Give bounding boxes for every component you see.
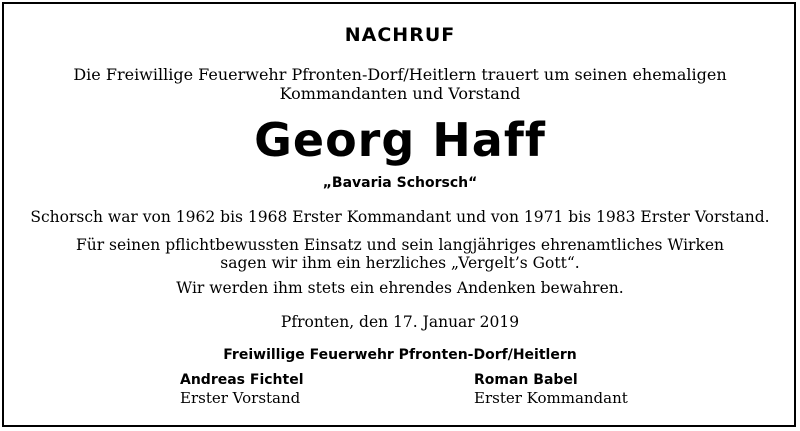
body-line-4: Wir werden ihm stets ein ehrendes Andenken bewahren.: [176, 279, 624, 297]
signatory-left: [180, 371, 304, 407]
body-line-2: Für seinen pflichtbewussten Einsatz und sein langjähriges ehrenamtliches Wirken: [75, 236, 725, 254]
signatory-role: Erster Kommandant: [474, 389, 628, 407]
signatory-name: Andreas Fichtel: [180, 372, 304, 388]
organization-name: Freiwillige Feuerwehr Pfronten-Dorf/Heitlern: [223, 347, 577, 363]
signatory-right: [474, 371, 628, 407]
intro-line-1: Die Freiwillige Feuerwehr Pfronten-Dorf/Heitlern trauert um seinen ehemaligen: [73, 65, 727, 84]
notice-heading: NACHRUF: [344, 24, 456, 46]
place-date: Pfronten, den 17. Januar 2019: [280, 313, 520, 331]
signatory-role: Erster Vorstand: [180, 389, 301, 407]
deceased-nickname: „Bavaria Schorsch“: [322, 175, 478, 191]
body-line-3: sagen wir ihm ein herzliches „Vergelt’s Gott“.: [220, 254, 580, 272]
deceased-name: Georg Haff: [254, 113, 546, 167]
body-line-1: Schorsch war von 1962 bis 1968 Erster Kommandant und von 1971 bis 1983 Erster Vorstand.: [30, 208, 770, 226]
intro-line-2: Kommandanten und Vorstand: [279, 84, 521, 103]
signatory-name: Roman Babel: [474, 372, 578, 388]
